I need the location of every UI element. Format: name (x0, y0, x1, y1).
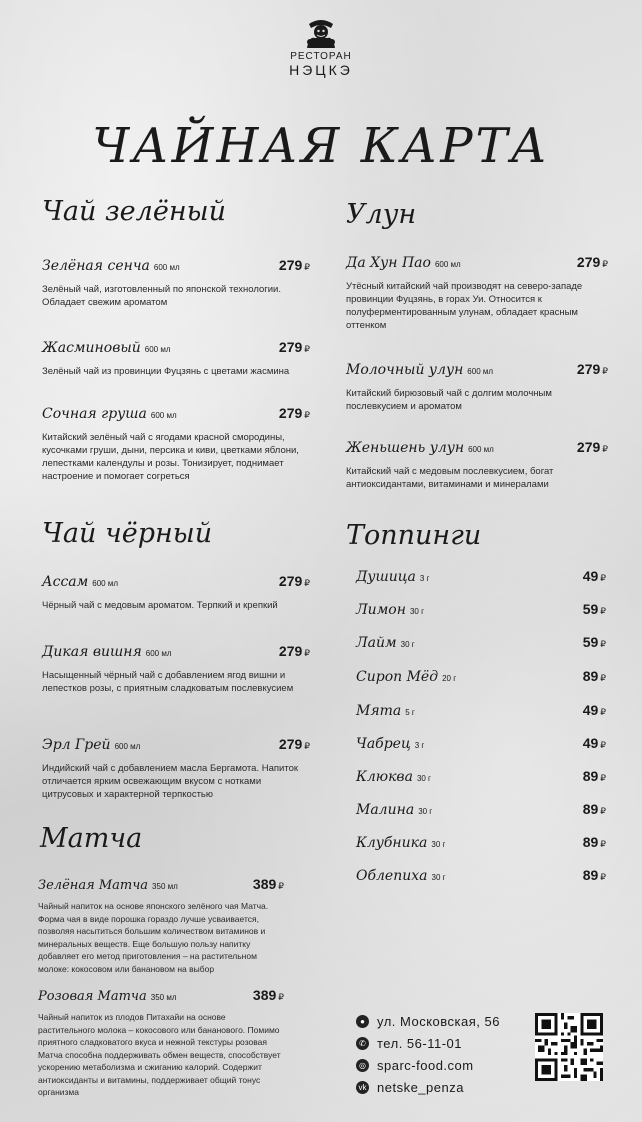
item-volume: 600 мл (92, 579, 118, 588)
currency-sign: ₽ (602, 444, 608, 454)
item-volume: 30 г (431, 840, 446, 849)
item-price: 279 (576, 361, 601, 377)
menu-item (42, 573, 310, 612)
item-price: 389 (252, 987, 277, 1003)
currency-sign: ₽ (304, 578, 310, 588)
item-price: 59 (582, 634, 599, 650)
item-name: Жасминовый (42, 340, 141, 356)
item-volume: 600 мл (114, 742, 141, 751)
qr-code[interactable] (535, 1013, 603, 1081)
item-price: 279 (278, 736, 303, 752)
contact-site[interactable] (356, 1054, 500, 1076)
currency-sign: ₽ (600, 573, 606, 583)
item-name: Малина (356, 802, 415, 818)
item-volume: 30 г (416, 774, 431, 783)
vk-link[interactable]: netske_penza (377, 1079, 464, 1095)
item-description: Китайский бирюзовый чай с долгим молочным послевкусием и ароматом (346, 388, 552, 412)
item-name: Розовая Матча (38, 989, 147, 1004)
currency-sign: ₽ (600, 773, 606, 783)
menu-item (42, 405, 310, 483)
item-price: 89 (582, 867, 599, 883)
item-name: Женьшень улун (346, 440, 465, 456)
item-price: 89 (582, 834, 599, 850)
item-price: 279 (278, 405, 303, 421)
menu-item (346, 254, 608, 332)
item-description: Чайный напиток из плодов Питахайи на основе растительного молока – кокосового или бананового. Помимо приятного сладковатого вкуса и нежной текстуры розовая Матча способна поддерживать обмен веществ, способствует ускорению метаболизма и сжиганию калорий. Содержит антиоксиданты и витамины, поддерживает общий тонус организма (38, 1012, 281, 1097)
item-name: Сироп Мёд (356, 669, 439, 685)
topping-item (356, 801, 606, 819)
currency-sign: ₽ (600, 707, 606, 717)
item-price: 279 (278, 339, 303, 355)
item-name: Да Хун Пао (346, 255, 431, 271)
item-description: Зелёный чай из провинции Фуцзянь с цветами жасмина (42, 366, 290, 377)
item-price: 279 (278, 257, 303, 273)
phone-text[interactable]: тел. 56-11-01 (377, 1035, 462, 1051)
item-price: 89 (582, 801, 599, 817)
contacts-block (356, 1010, 500, 1098)
item-name: Мята (356, 703, 402, 719)
item-name: Сочная груша (42, 406, 147, 422)
currency-sign: ₽ (602, 366, 608, 376)
item-volume: 30 г (400, 640, 415, 649)
menu-item (42, 736, 310, 801)
item-name: Душица (356, 569, 416, 585)
currency-sign: ₽ (304, 344, 310, 354)
item-volume: 5 г (405, 708, 415, 717)
topping-item (356, 668, 606, 686)
currency-sign: ₽ (278, 881, 284, 891)
currency-sign: ₽ (600, 872, 606, 882)
item-price: 59 (582, 601, 599, 617)
item-volume: 30 г (418, 807, 433, 816)
item-description: Насыщенный чёрный чай с добавлением ягод вишни и лепестков розы, с приятным сладковатым послевкусием (42, 670, 294, 694)
currency-sign: ₽ (600, 839, 606, 849)
item-description: Утёсный китайский чай производят на северо-западе провинции Фуцзянь, в горах Уи. Относится к полуферментированным улунам, обладает красным оттенком (346, 281, 583, 331)
currency-sign: ₽ (278, 992, 284, 1002)
item-description: Зелёный чай, изготовленный по японской технологии. Обладает свежим ароматом (42, 284, 281, 308)
item-volume: 600 мл (468, 445, 494, 454)
contact-address (356, 1010, 500, 1032)
item-price: 279 (576, 254, 601, 270)
item-price: 389 (252, 876, 277, 892)
section-title-green: Чай зелёный (42, 196, 226, 227)
item-volume: 350 мл (152, 882, 178, 891)
topping-item (356, 867, 606, 885)
item-name: Эрл Грей (42, 737, 111, 753)
item-name: Клюква (356, 769, 413, 785)
topping-item (356, 702, 606, 720)
item-price: 89 (582, 768, 599, 784)
item-volume: 30 г (409, 607, 425, 616)
item-price: 89 (582, 668, 599, 684)
item-volume: 20 г (442, 674, 457, 683)
item-volume: 600 мл (145, 649, 172, 658)
topping-item (356, 834, 606, 852)
page-title: ЧАЙНАЯ КАРТА (92, 118, 550, 174)
logo-subtitle: РЕСТОРАН (290, 51, 352, 62)
item-name: Лайм (356, 635, 397, 651)
item-volume: 600 мл (144, 345, 171, 354)
location-pin-icon: ● (356, 1015, 369, 1028)
item-volume: 600 мл (434, 260, 461, 269)
topping-item (356, 735, 606, 753)
section-title-black: Чай чёрный (42, 518, 213, 549)
phone-icon: ✆ (356, 1037, 369, 1050)
section-title-toppings: Топпинги (346, 520, 482, 551)
item-price: 279 (278, 643, 303, 659)
item-name: Молочный улун (346, 362, 464, 378)
contact-phone[interactable] (356, 1032, 500, 1054)
menu-item (38, 987, 284, 1099)
item-name: Облепиха (356, 868, 428, 884)
item-description: Китайский зелёный чай с ягодами красной смородины, кусочками груши, дыни, персика и киви, цветками яблони, лепестками календулы и розы. Тонизирует, поднимает настроение и помогает согреться (42, 432, 299, 482)
menu-item (42, 643, 310, 695)
item-price: 49 (582, 568, 599, 584)
menu-item (42, 257, 310, 309)
item-price: 49 (582, 735, 599, 751)
address-text: ул. Московская, 56 (377, 1013, 500, 1029)
currency-sign: ₽ (304, 741, 310, 751)
menu-item (38, 876, 284, 975)
currency-sign: ₽ (600, 806, 606, 816)
logo-name: НЭЦКЭ (289, 62, 353, 78)
currency-sign: ₽ (304, 410, 310, 420)
item-name: Клубника (356, 835, 428, 851)
site-link[interactable]: sparc-food.com (377, 1057, 474, 1073)
item-name: Лимон (356, 602, 406, 618)
item-name: Чабрец (356, 736, 411, 752)
item-description: Индийский чай с добавлением масла Бергамота. Напиток отличается ярким освежающим вкусом с нотками цитрусовых и характерной терпкостью (42, 763, 299, 800)
topping-item (356, 768, 606, 786)
item-price: 279 (278, 573, 303, 589)
currency-sign: ₽ (600, 673, 606, 683)
topping-item (356, 634, 606, 652)
item-price: 49 (582, 702, 599, 718)
item-name: Дикая вишня (42, 644, 142, 660)
item-volume: 3 г (419, 574, 430, 583)
item-volume: 3 г (414, 741, 425, 750)
item-volume: 600 мл (153, 263, 180, 272)
currency-sign: ₽ (602, 259, 608, 269)
contact-vk[interactable] (356, 1076, 500, 1098)
item-description: Китайский чай с медовым послевкусием, богат антиоксидантами, витаминами и минералами (346, 466, 554, 490)
topping-item (356, 601, 606, 619)
item-volume: 350 мл (150, 993, 177, 1002)
currency-sign: ₽ (304, 262, 310, 272)
item-volume: 600 мл (150, 411, 177, 420)
section-title-matcha: Матча (40, 823, 143, 854)
globe-icon: ◎ (356, 1059, 369, 1072)
currency-sign: ₽ (600, 606, 606, 616)
item-volume: 600 мл (467, 367, 494, 376)
item-description: Чайный напиток на основе японского зелёного чая Матча. Форма чая в виде порошка гораздо лучше усваивается, позволяя насытиться большим количеством витаминов и минеральных веществ. Еще большую пользу напитку добавляет его метод приготовления – на растительном молоке: кокосовом или банановом на выбор (38, 901, 269, 974)
currency-sign: ₽ (600, 740, 606, 750)
restaurant-logo (0, 18, 642, 78)
item-volume: 30 г (431, 873, 446, 882)
menu-item (42, 339, 310, 378)
section-title-oolong: Улун (346, 199, 417, 230)
netsuke-figure-icon (301, 18, 341, 50)
item-name: Ассам (42, 574, 89, 590)
menu-item (346, 361, 608, 413)
currency-sign: ₽ (304, 648, 310, 658)
item-name: Зелёная сенча (42, 258, 150, 274)
topping-item (356, 568, 606, 586)
item-description: Чёрный чай с медовым ароматом. Терпкий и крепкий (42, 600, 278, 611)
vk-icon: vk (356, 1081, 369, 1094)
item-price: 279 (576, 439, 601, 455)
item-name: Зелёная Матча (38, 878, 149, 893)
currency-sign: ₽ (600, 639, 606, 649)
menu-item (346, 439, 608, 491)
